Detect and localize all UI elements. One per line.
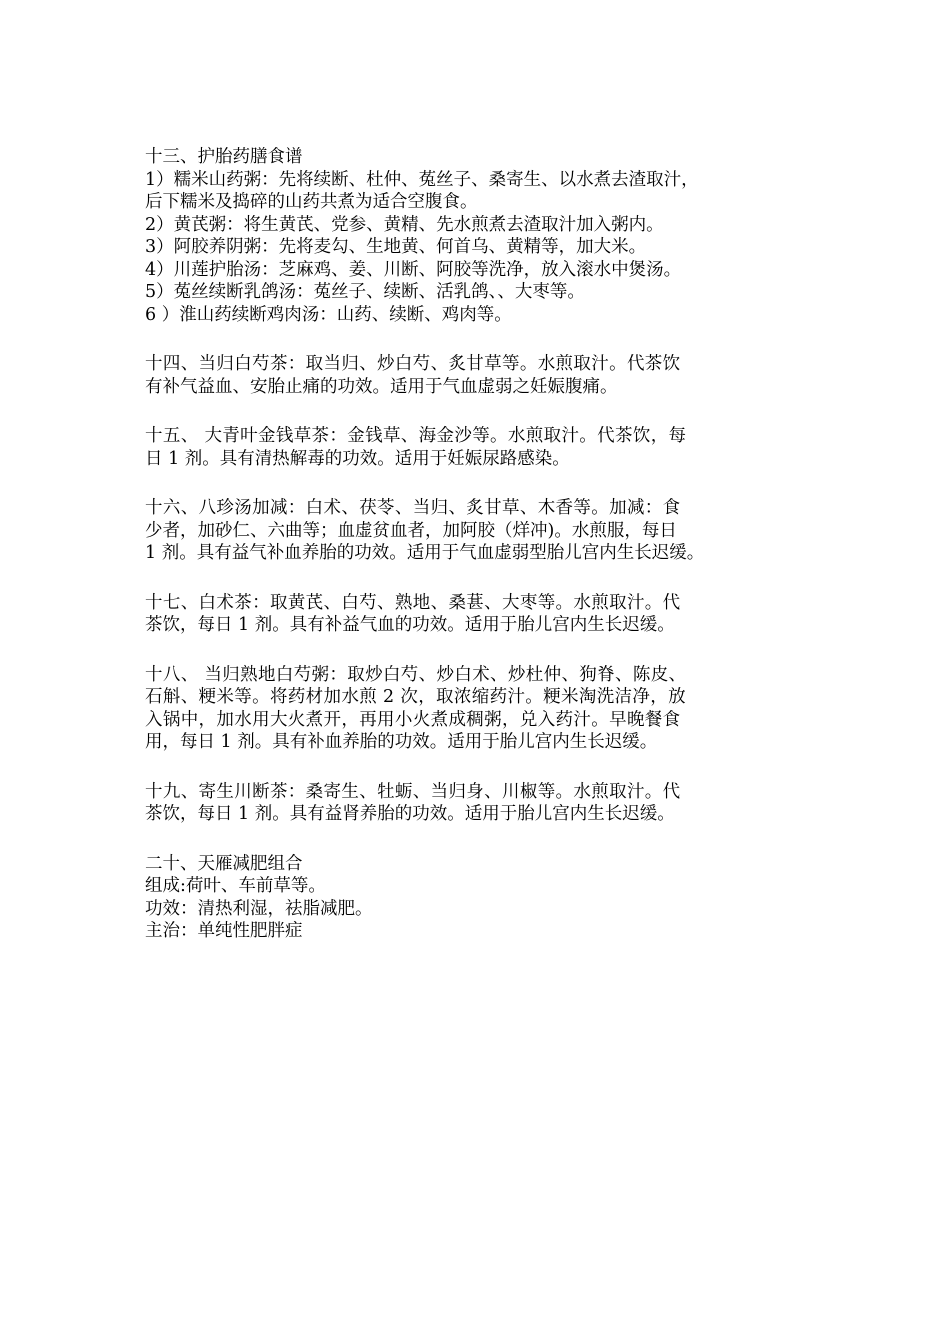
text-line: 十九、寄生川断茶：桑寄生、牡蛎、当归身、川椒等。水煎取汁。代	[145, 781, 681, 802]
text-line: 1）糯米山药粥：先将续断、杜仲、菟丝子、桑寄生、以水煮去渣取汁，	[145, 169, 699, 190]
text-line: 2）黄芪粥：将生黄芪、党参、黄精、先水煎煮去渣取汁加入粥内。	[145, 214, 664, 235]
text-line: 功效：清热利湿，祛脂减肥。	[145, 898, 373, 919]
section-18	[145, 664, 835, 754]
text-line: 十四、当归白芍茶：取当归、炒白芍、炙甘草等。水煎取汁。代茶饮	[145, 354, 681, 374]
text-line: 用，每日 1 剂。具有补血养胎的功效。适用于胎儿宫内生长迟缓。	[145, 732, 658, 752]
section-17	[145, 592, 835, 637]
text-line: 1 剂。具有益气补血养胎的功效。适用于气血虚弱型胎儿宫内生长迟缓。	[145, 543, 705, 563]
text-line: 3）阿胶养阴粥：先将麦勾、生地黄、何首乌、黄精等，加大米。	[145, 237, 647, 257]
text-line: 后下糯米及捣碎的山药共煮为适合空腹食。	[145, 192, 478, 212]
text-line: 十七、白术茶：取黄芪、白芍、熟地、桑葚、大枣等。水煎取汁。代	[145, 592, 681, 613]
section-19	[145, 781, 835, 826]
section-heading: 二十、天雁减肥组合	[145, 853, 303, 874]
text-line: 5）菟丝续断乳鸽汤：菟丝子、续断、活乳鸽、、大枣等。	[145, 282, 585, 302]
section-16	[145, 497, 835, 565]
text-line: 有补气益血、安胎止痛的功效。适用于气血虚弱之妊娠腹痛。	[145, 376, 618, 397]
document-body	[145, 146, 835, 943]
text-line: 4）川莲护胎汤：芝麻鸡、姜、川断、阿胶等洗净，放入滚水中煲汤。	[145, 259, 682, 280]
text-line: 十六、八珍汤加减：白术、茯苓、当归、炙甘草、木香等。加减：食	[145, 498, 681, 518]
text-line: 十五、 大青叶金钱草茶：金钱草、海金沙等。水煎取汁。代茶饮，每	[145, 426, 687, 446]
text-line: 茶饮，每日 1 剂。具有益肾养胎的功效。适用于胎儿宫内生长迟缓。	[145, 804, 675, 824]
section-13	[145, 146, 835, 326]
text-line: 日 1 剂。具有清热解毒的功效。适用于妊娠尿路感染。	[145, 448, 570, 469]
section-20	[145, 853, 835, 943]
text-line: 茶饮，每日 1 剂。具有补益气血的功效。适用于胎儿宫内生长迟缓。	[145, 615, 675, 635]
text-line: 石斛、粳米等。将药材加水煎 2 次，取浓缩药汁。粳米淘洗洁净，放	[145, 687, 686, 707]
text-line: 组成:荷叶、车前草等。	[145, 876, 326, 896]
section-heading: 十三、护胎药膳食谱	[145, 147, 303, 167]
section-14	[145, 353, 835, 398]
text-line: 入锅中，加水用大火煮开，再用小火煮成稠粥，兑入药汁。早晚餐食	[145, 709, 681, 730]
text-line: 少者，加砂仁、六曲等；血虚贫血者，加阿胶（烊冲)。水煎服，每日	[145, 520, 677, 541]
text-line: 6 ）淮山药续断鸡肉汤：山药、续断、鸡肉等。	[145, 304, 512, 325]
section-15	[145, 425, 835, 470]
text-line: 主治：单纯性肥胖症	[145, 921, 303, 941]
text-line: 十八、 当归熟地白芍粥：取炒白芍、炒白术、炒杜仲、狗脊、陈皮、	[145, 664, 687, 685]
